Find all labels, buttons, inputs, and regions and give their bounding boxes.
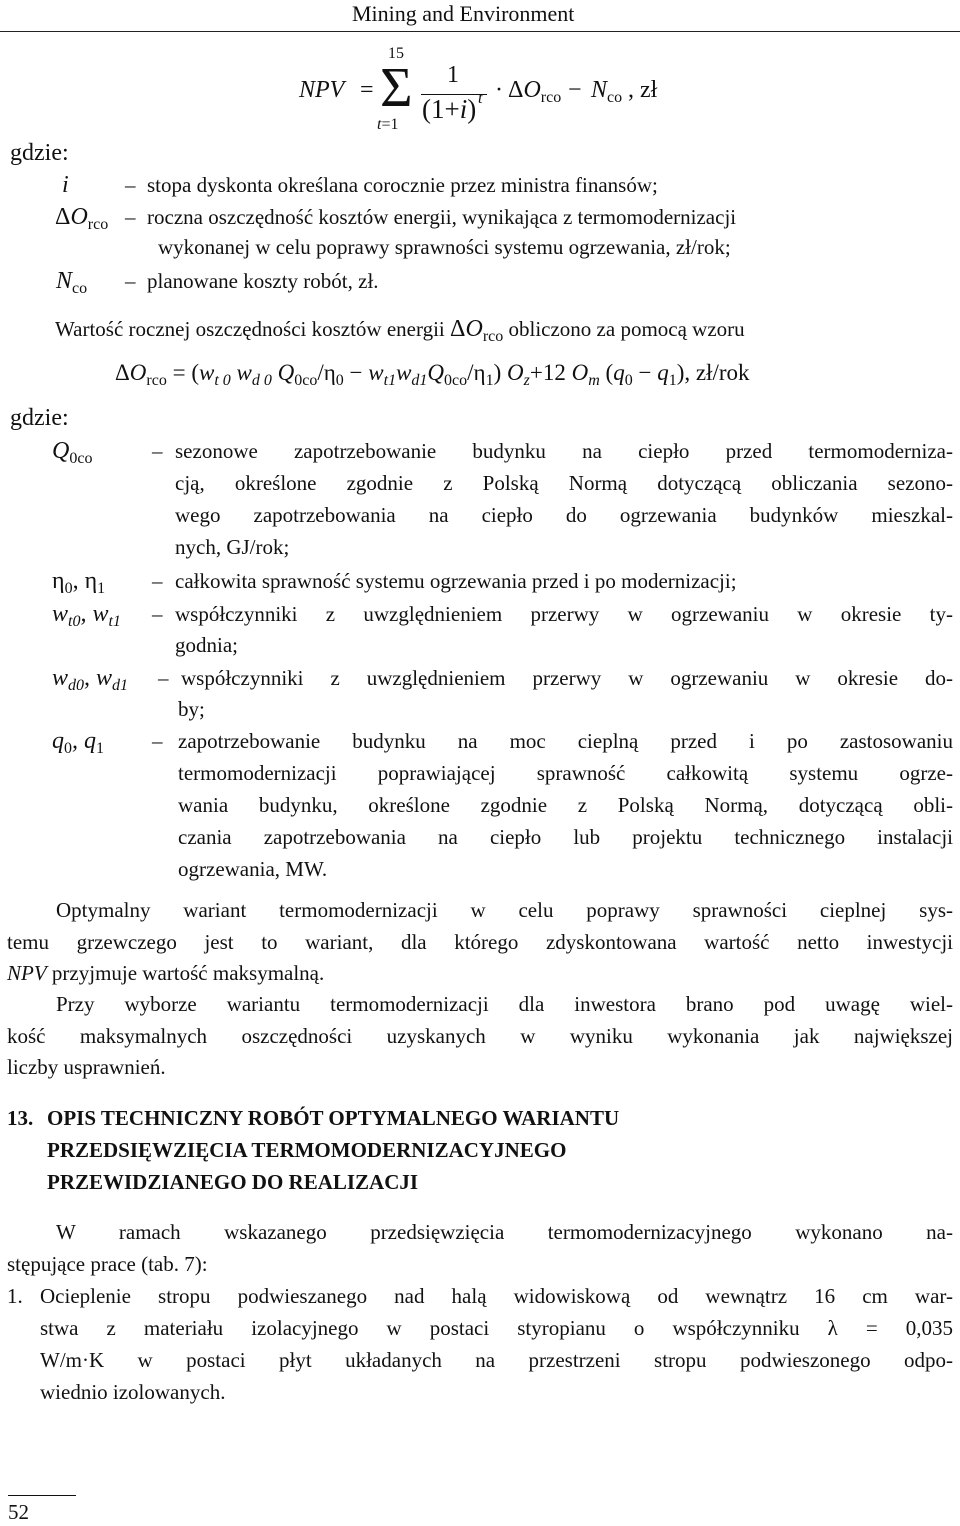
- paragraph-line: liczby usprawnień.: [7, 1055, 166, 1079]
- page-number: 52: [8, 1500, 29, 1524]
- paragraph-line: Optymalny wariant termomodernizacji w celu poprawy sprawności cieplnej sys-: [56, 898, 953, 922]
- def-text: czania zapotrzebowania na ciepło lub projektu technicznego instalacji: [178, 825, 953, 849]
- def-text: roczna oszczędność kosztów energii, wynikająca z termomodernizacji: [147, 205, 737, 229]
- denominator-exponent: t: [478, 90, 483, 107]
- list-number: 1.: [7, 1284, 23, 1308]
- header-rule: [0, 31, 960, 32]
- def-text-continued: wykonanej w celu poprawy sprawności systemu ogrzewania, zł/rok;: [158, 235, 731, 259]
- unit-zl: , zł: [628, 77, 658, 103]
- def-dash: –: [152, 569, 163, 593]
- savings-formula: $\Delta O_{rco} = (w_{t 0}$ $w_{d 0}$ $Q_{0co}/\eta_0 - w_{t1}w_{d1}Q_{0co}/\eta_1$) $O_z+12$ $O_m$ $(q_0 - q_1)$, zł/rok: [115, 360, 750, 389]
- def-text: wego zapotrzebowania na ciepło do ogrzewania budynków mieszkal-: [175, 503, 953, 527]
- paragraph-line: kość maksymalnych oszczędności uzyskanych w wyniku wykonania jak największej: [7, 1024, 953, 1048]
- def-dash: –: [125, 205, 136, 229]
- npv-equals: =: [360, 77, 374, 103]
- def-text: termomodernizacji poprawiającej sprawność całkowitą systemu ogrze-: [178, 761, 953, 785]
- def-dash: –: [125, 269, 136, 293]
- section-title-line: PRZEDSIĘWZIĘCIA TERMOMODERNIZACYJNEGO: [47, 1138, 567, 1162]
- def-text: planowane koszty robót, zł.: [147, 269, 379, 293]
- paragraph-line: W ramach wskazanego przedsięwzięcia termomodernizacyjnego wykonano na-: [56, 1220, 953, 1244]
- def-text: zapotrzebowanie budynku na moc cieplną przed i po zastosowaniu: [178, 729, 953, 753]
- def-symbol: $\Delta O_{rco}$: [55, 204, 109, 233]
- multiply-dot: ·: [495, 77, 503, 103]
- gdzie-label: gdzie:: [10, 140, 69, 166]
- def-text: wania budynku, określone zgodnie z Polską Normą, dotyczącą obli-: [178, 793, 953, 817]
- def-dash: –: [152, 439, 163, 463]
- def-text: sezonowe zapotrzebowanie budynku na ciepło przed termomoderniza-: [175, 439, 953, 463]
- list-line: stwa z materiału izolacyjnego w postaci styropianu o współczynniku λ = 0,035: [40, 1316, 953, 1340]
- running-header: Mining and Environment: [352, 1, 575, 26]
- def-text: stopa dyskonta określana corocznie przez ministra finansów;: [147, 173, 658, 197]
- n-co: $N_{co}$: [591, 77, 623, 106]
- section-title-line: OPIS TECHNICZNY ROBÓT OPTYMALNEGO WARIANTU: [47, 1106, 620, 1130]
- def-dash: –: [152, 602, 163, 626]
- section-title-line: PRZEWIDZIANEGO DO REALIZACJI: [47, 1170, 419, 1194]
- def-text: nych, GJ/rok;: [175, 535, 290, 559]
- paragraph-line: NPV przyjmuje wartość maksymalną.: [7, 961, 325, 985]
- def-text: cją, określone zgodnie z Polską Normą dotyczącą obliczania sezono-: [175, 471, 953, 495]
- gdzie-label: gdzie:: [10, 405, 69, 431]
- section-number: 13.: [7, 1106, 34, 1130]
- list-line: wiednio izolowanych.: [40, 1380, 226, 1404]
- fraction-numerator: 1: [447, 62, 459, 88]
- def-dash: –: [158, 666, 169, 690]
- def-symbol: $q_0$, $q_1$: [52, 728, 104, 757]
- list-line: Ocieplenie stropu podwieszanego nad halą widowiskową od wewnątrz 16 cm war-: [40, 1284, 953, 1308]
- fraction-denominator: (1+i): [422, 94, 477, 124]
- def-dash: –: [125, 173, 136, 197]
- intro-sentence: Wartość rocznej oszczędności kosztów energii $\Delta O_{rco}$ obliczono za pomocą wzoru: [55, 316, 745, 345]
- sum-sign: Σ: [380, 57, 413, 119]
- def-symbol: $N_{co}$: [56, 268, 88, 297]
- npv-symbol: NPV: [299, 77, 345, 103]
- def-text: godnia;: [175, 633, 238, 657]
- paragraph-line: stępujące prace (tab. 7):: [7, 1252, 208, 1276]
- def-symbol: $\eta_0$, $\eta_1$: [52, 568, 106, 597]
- footer-rule: [8, 1495, 76, 1496]
- def-symbol: $w_{d0}$, $w_{d1}$: [52, 665, 129, 694]
- def-symbol: $w_{t0}$, $w_{t1}$: [52, 601, 121, 630]
- def-text: współczynniki z uwzględnieniem przerwy w ogrzewaniu w okresie do-: [181, 666, 953, 690]
- minus-sign: −: [568, 77, 582, 103]
- def-text: całkowita sprawność systemu ogrzewania przed i po modernizacji;: [175, 569, 737, 593]
- def-symbol: $Q_{0co}$: [52, 438, 93, 467]
- def-text: ogrzewania, MW.: [178, 857, 328, 881]
- delta-o-rco: $\Delta O_{rco}$: [508, 77, 562, 106]
- list-line: W/m·K w postaci płyt układanych na przestrzeni stropu podwieszonego odpo-: [40, 1348, 953, 1372]
- paragraph-line: temu grzewczego jest to wariant, dla którego zdyskontowana wartość netto inwestycji: [7, 930, 953, 954]
- def-symbol: i: [62, 172, 69, 198]
- def-dash: –: [152, 729, 163, 753]
- sum-lower-limit: t=1: [377, 116, 399, 133]
- def-text: współczynniki z uwzględnieniem przerwy w ogrzewaniu w okresie ty-: [175, 602, 953, 626]
- sum-upper-limit: 15: [388, 45, 404, 62]
- paragraph-line: Przy wyborze wariantu termomodernizacji dla inwestora brano pod uwagę wiel-: [56, 992, 953, 1016]
- def-text: by;: [178, 697, 205, 721]
